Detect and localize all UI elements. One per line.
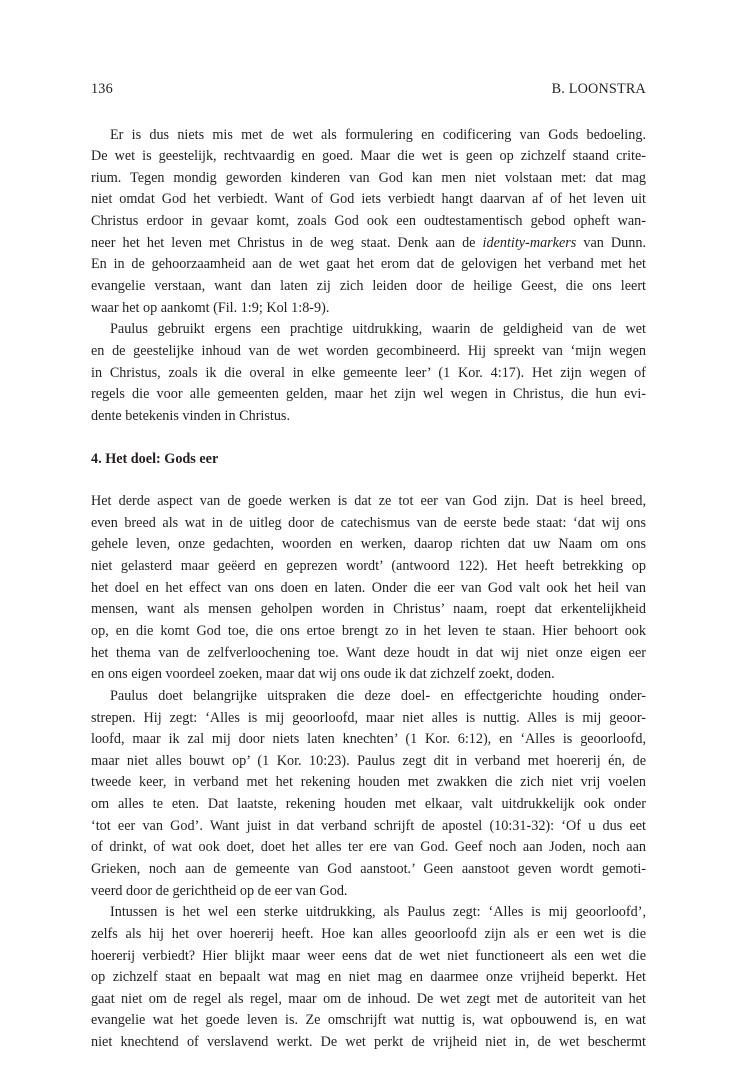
text-line: Intussen is het wel een sterke uitdrukking, als Paulus zegt: ‘Alles is mij geoorloofd’, <box>110 904 646 921</box>
text-segment: neer het het leven met Christus in de weg staat. Denk aan de <box>91 234 483 251</box>
text-line: Paulus gebruikt ergens een prachtige uitdrukking, waarin de geldigheid van de wet <box>110 321 646 338</box>
text-line: ‘tot eer van God’. Want juist in dat verband schrijft de apostel (10:31-32): ‘Of u dus eet <box>91 817 646 834</box>
text-line: het doel en het effect van ons doen en laten. Onder die eer van God valt ook het heil van <box>91 579 646 596</box>
text-line: gehele leven, onze gedachten, woorden en werken, daarop richten dat uw Naam om ons <box>91 536 646 553</box>
text-line: het thema van de zelfverloochening toe. Want deze houdt in dat wij niet onze eigen eer <box>91 644 646 661</box>
text-line: niet gelasterd maar geëerd en geprezen wordt’ (antwoord 122). Het heeft betrekking op <box>91 558 646 575</box>
text-line: tweede keer, in verband met het rekening houden met zwakken die zich niet vrij voelen <box>91 774 646 791</box>
text-line: zelfs als hij het over hoererij heeft. Hoe kan alles geoorloofd zijn als er een wet is die <box>91 925 646 942</box>
spacer <box>91 427 646 449</box>
running-head-author: B. LOONSTRA <box>551 81 646 97</box>
text-line: rium. Tegen mondig geworden kinderen van God kan men niet volstaan met: dat mag <box>91 169 646 186</box>
paragraph-4 <box>91 686 646 902</box>
text-line: op zichzelf staat en bepaalt wat mag en niet mag en daarmee onze vrijheid beperkt. Het <box>91 969 646 986</box>
text-line: De wet is geestelijk, rechtvaardig en goed. Maar die wet is geen op zichzelf staand crite- <box>91 148 646 165</box>
text-line: Christus erdoor in gevaar komt, zoals God ook een oudtestamentisch gebod opheft wan- <box>91 213 646 230</box>
text-line: dente betekenis vinden in Christus. <box>91 407 290 424</box>
spacer <box>91 471 646 492</box>
text-line: even breed als wat in de uitleg door de catechismus van de eerste bede staat: ‘dat wij ons <box>91 514 646 531</box>
text-line: En in de gehoorzaamheid aan de wet gaat het erom dat de gelovigen het verband met het <box>91 256 646 273</box>
text-line: evangelie verstaan, want dan laten zij zich leiden door de heilige Geest, die ons leert <box>91 277 646 294</box>
page-number: 136 <box>91 81 113 97</box>
paragraph-2 <box>91 319 646 427</box>
text-line: waar het op aankomt (Fil. 1:9; Kol 1:8-9). <box>91 299 330 316</box>
text-line: om alles te eten. Dat laatste, rekening houden met elkaar, valt uitdrukkelijk ook onder <box>91 796 646 813</box>
text-line: regels die voor alle gemeenten gelden, maar het zijn wel wegen in Christus, die hun evi- <box>91 386 646 403</box>
text-line: hoererij verbiedt? Hier blijkt maar weer eens dat de wet niet functioneert als een wet die <box>91 947 646 964</box>
text-line: Paulus doet belangrijke uitspraken die deze doel- en effectgerichte houding onder- <box>110 687 646 704</box>
text-line: in Christus, zoals ik die overal in elke gemeente leer’ (1 Kor. 4:17). Het zijn wegen of <box>91 364 646 381</box>
text-line: op, en die komt God toe, die ons ertoe brengt zo in het leven te staan. Hier behoort ook <box>91 622 646 639</box>
paragraph-1 <box>91 125 646 320</box>
text-line: en ons eigen voordeel zoeken, maar dat wij ons oude ik dat zichzelf zoekt, doden. <box>91 666 555 683</box>
text-line: niet knechtend of verslavend werkt. De wet perkt de vrijheid niet in, de wet beschermt <box>91 1034 646 1051</box>
text-line: of drinkt, of wat ook doet, doet het alles ter ere van God. Geef noch aan Joden, noch aan <box>91 839 646 856</box>
text-line: mensen, want als mensen geholpen worden in Christus’ naam, roept dat erkentelijkheid <box>91 601 646 618</box>
section-heading: 4. Het doel: Gods eer <box>91 450 219 467</box>
paragraph-3 <box>91 491 646 686</box>
italic-term: identity-markers <box>482 234 577 251</box>
text-line <box>91 233 646 255</box>
text-line: strepen. Hij zegt: ‘Alles is mij geoorloofd, maar niet alles is nuttig. Alles is mij geoor- <box>91 709 646 726</box>
text-line: loofd, maar ik zal mij door niets laten knechten’ (1 Kor. 6:12), en ‘Alles is geoorloofd, <box>91 731 646 748</box>
text-line: en de geestelijke inhoud van de wet worden gecombineerd. Hij spreekt van ‘mijn wegen <box>91 342 646 359</box>
text-line: Grieken, noch aan de gemeente van God aanstoot.’ Geen aanstoot geven wordt gemoti- <box>91 861 646 877</box>
text-line: maar niet alles bouwt op’ (1 Kor. 10:23). Paulus zegt dit in verband met hoererij én, de <box>91 752 646 769</box>
text-line: Het derde aspect van de goede werken is dat ze tot eer van God zijn. Dat is heel breed, <box>91 493 646 510</box>
text-segment: van Dunn. <box>576 234 647 251</box>
text-line: niet omdat God het verbiedt. Want of God iets verbiedt hangt daarvan af of het leven uit <box>91 191 646 208</box>
text-line: gaat niet om de regel als regel, maar om de inhoud. De wet zegt met de autoriteit van het <box>91 990 646 1007</box>
paragraph-5 <box>91 902 646 1053</box>
body-text <box>91 125 646 1054</box>
text-line: Er is dus niets mis met de wet als formulering en codificering van Gods bedoeling. <box>110 126 646 143</box>
text-line: veerd door de gerichtheid op de eer van God. <box>91 882 348 899</box>
text-line: evangelie wat het goede leven is. Ze omschrijft wat nuttig is, wat opbouwend is, en wat <box>91 1012 646 1029</box>
